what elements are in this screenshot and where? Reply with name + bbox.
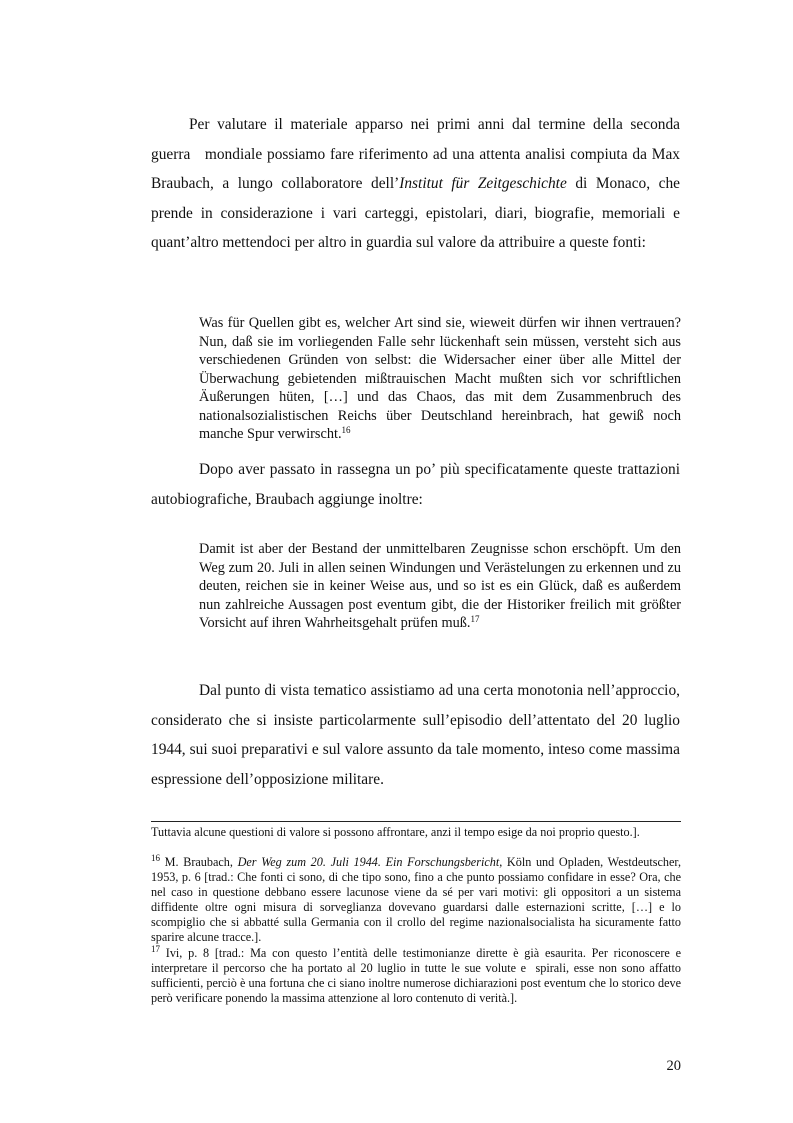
footnote-17-text: Ivi, p. 8 [trad.: Ma con questo l’entità delle testimonianze dirette è già esaurita. Per riconoscere e interpretare il percorso che ha portato al 20 luglio in tutte le sue volute e spirali, esse non sono affatto sufficienti, perciò è una fortuna che ci siano inoltre numerose dichiarazioni post eventum che lo storico deve però verificare ponendo la massima attenzione al loro contenuto di verità.].	[151, 946, 681, 1006]
footnote-separator	[151, 821, 681, 822]
footnote-16-author: M. Braubach,	[160, 855, 238, 869]
paragraph-thematic-text: Dal punto di vista tematico assistiamo ad una certa monotonia nell’approccio, considerato che si insiste particolarmente sull’episodio dell’attentato del 20 luglio 1944, sui suoi preparativi e sul valore assunto da tale momento, inteso come massima espressione dell’opposizione militare.	[151, 682, 680, 788]
footnote-ref-17: 17	[470, 614, 480, 624]
paragraph-intro-text-1: Per valutare il materiale apparso nei primi anni dal termine della seconda guerra mondiale possiamo fare riferimento ad una attenta analisi compiuta da Max Braubach, a lungo collaboratore dell’	[151, 116, 680, 193]
footnote-16-title: Der Weg zum 20. Juli 1944. Ein Forschungsbericht	[237, 855, 500, 869]
block-quote-2-text: Damit ist aber der Bestand der unmittelbaren Zeugnisse schon erschöpft. Um den Weg zum 20. Juli in allen seinen Windungen und Verästelungen zu erkennen und zu deuten, reichen sie in keiner Weise aus, und so ist es ein Glück, daß es außerdem nun zahlreiche Aussagen post eventum gibt, die der Historiker freilich mit größter Vorsicht auf ihren Wahrheitsgehalt prüfen muß.	[199, 541, 681, 631]
footnote-continued	[151, 825, 681, 840]
footnote-16-number: 16	[151, 853, 160, 863]
block-quote-2	[199, 540, 681, 633]
paragraph-transition-text: Dopo aver passato in rassegna un po’ più specificatamente queste trattazioni autobiografiche, Braubach aggiunge inoltre:	[151, 461, 680, 508]
footnote-continued-text: Tuttavia alcune questioni di valore si possono affrontare, anzi il tempo esige da noi proprio questo.].	[151, 825, 640, 839]
footnote-16	[151, 855, 681, 946]
paragraph-thematic	[151, 676, 680, 794]
block-quote-1	[199, 314, 681, 444]
footnote-ref-16: 16	[341, 425, 351, 435]
block-quote-1-text: Was für Quellen gibt es, welcher Art sind sie, wieweit dürfen wir ihnen vertrauen? Nun, daß sie im vorliegenden Falle sehr lückenhaft sein müssen, versteht sich aus verschiedenen Gründen von selbst: die Widersacher einer über alle Mittel der Überwachung gebietenden mißtrauischen Macht mußten sich vor schriftlichen Äußerungen hüten, […] und das Chaos, das mit dem Zusammenbruch des nationalsozialistischen Reichs über Deutschland hereinbrach, hat gewiß noch manche Spur verwirscht.	[199, 315, 681, 442]
footnote-16-text: , Köln und Opladen, Westdeutscher, 1953, p. 6 [trad.: Che fonti ci sono, di che tipo sono, fino a che punto possiamo confidare in esse? Ora, che nel caso in questione debbano essere lacunose viene da sé per vari motivi: gli oppositori a un sistema diffidente oltre ogni misura di sorveglianza dovevano guardarsi dalle esternazioni scritte, […] e lo scompiglio che si abbatté sulla Germania con il crollo del regime nazionalsocialista ha sicuramente fatto sparire alcune tracce.].	[151, 855, 681, 945]
paragraph-transition	[151, 455, 680, 514]
paragraph-intro-text-2: di Monaco, che prende in considerazione i vari carteggi, epistolari, diari, biografie, memoriali e quant’altro mettendoci per altro in guardia sul valore da attribuire a queste fonti:	[151, 175, 680, 252]
footnote-17	[151, 946, 681, 1006]
paragraph-intro	[151, 110, 680, 258]
institute-name: Institut für Zeitgeschichte	[399, 175, 567, 193]
footnote-17-number: 17	[151, 944, 160, 954]
page-number: 20	[666, 1058, 681, 1074]
